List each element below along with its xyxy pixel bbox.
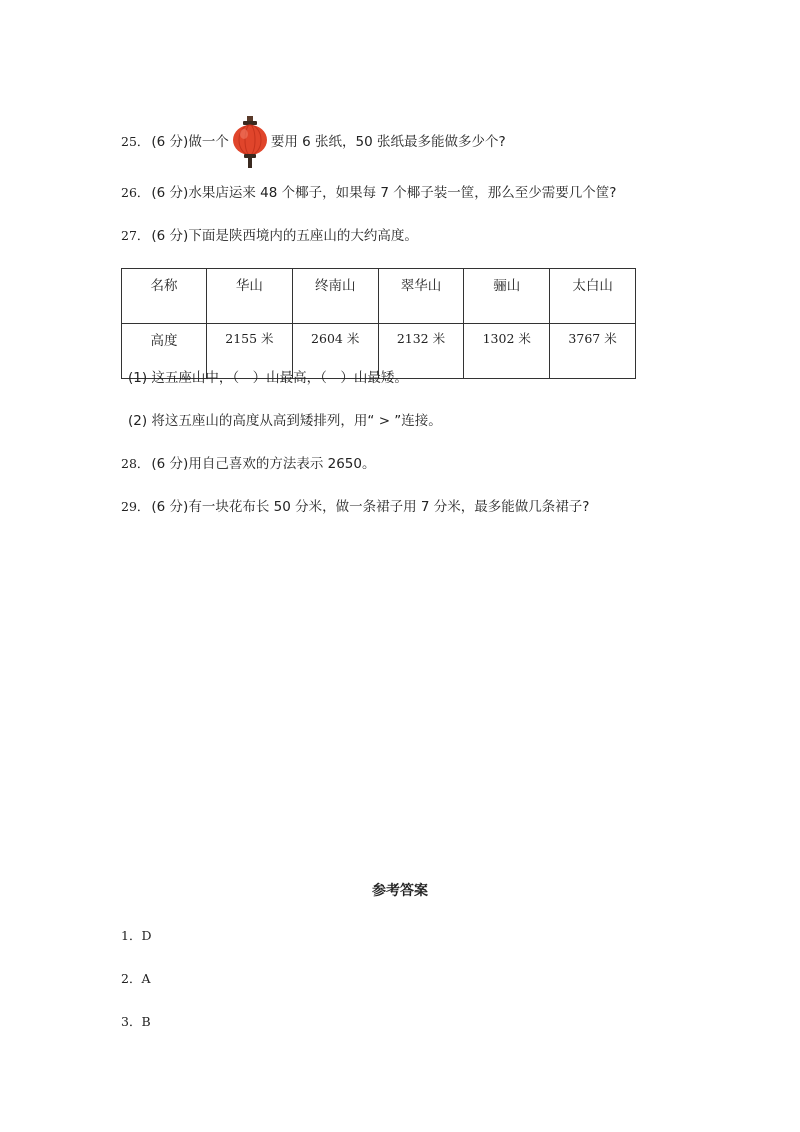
sub-question-2: (2) 将这五座山的高度从高到矮排列，用“ > ”连接。 bbox=[128, 413, 442, 429]
table-header-row bbox=[122, 269, 636, 324]
red-lantern-icon bbox=[232, 116, 268, 168]
question-27 bbox=[121, 226, 418, 246]
table-cell: 3767 米 bbox=[550, 324, 636, 379]
answer-item: 2．A bbox=[121, 971, 151, 986]
question-score: (6 分) bbox=[151, 499, 189, 515]
mountain-height-table bbox=[121, 268, 636, 379]
question-text: 用自己喜欢的方法表示 2650。 bbox=[188, 456, 376, 472]
table-cell: 2604 米 bbox=[292, 324, 378, 379]
question-score: (6 分) bbox=[151, 185, 189, 201]
table-cell: 终南山 bbox=[292, 269, 378, 324]
question-number: 26． bbox=[121, 185, 150, 200]
question-score: (6 分) bbox=[151, 134, 189, 150]
question-text: 水果店运来 48 个椰子，如果每 7 个椰子装一筐，那么至少需要几个筐? bbox=[188, 185, 617, 201]
question-25 bbox=[121, 116, 506, 168]
question-text: 有一块花布长 50 分米，做一条裙子用 7 分米，最多能做几条裙子? bbox=[188, 499, 590, 515]
sub-question-1: (1) 这五座山中，（ ）山最高，（ ）山最矮。 bbox=[128, 370, 408, 386]
question-score: (6 分) bbox=[151, 228, 189, 244]
answer-item: 1．D bbox=[121, 928, 152, 943]
table-cell: 太白山 bbox=[550, 269, 636, 324]
question-26 bbox=[121, 183, 616, 203]
question-text-b: 要用 6 张纸，50 张纸最多能做多少个? bbox=[270, 134, 506, 150]
question-28 bbox=[121, 454, 375, 474]
table-cell: 名称 bbox=[122, 269, 207, 324]
question-number: 28． bbox=[121, 456, 150, 471]
question-29 bbox=[121, 497, 589, 517]
table-cell: 高度 bbox=[122, 324, 207, 379]
question-number: 25． bbox=[121, 134, 150, 149]
answer-item: 3．B bbox=[121, 1014, 151, 1029]
question-text: 下面是陕西境内的五座山的大约高度。 bbox=[188, 228, 418, 244]
table-cell: 1302 米 bbox=[464, 324, 550, 379]
table-cell: 2132 米 bbox=[378, 324, 464, 379]
table-cell: 2155 米 bbox=[207, 324, 293, 379]
question-number: 27． bbox=[121, 228, 150, 243]
question-score: (6 分) bbox=[151, 456, 189, 472]
question-number: 29． bbox=[121, 499, 150, 514]
table-cell: 华山 bbox=[207, 269, 293, 324]
table-cell: 翠华山 bbox=[378, 269, 464, 324]
answer-section-title: 参考答案 bbox=[372, 883, 428, 899]
table-cell: 骊山 bbox=[464, 269, 550, 324]
question-text-a: 做一个 bbox=[188, 134, 229, 150]
